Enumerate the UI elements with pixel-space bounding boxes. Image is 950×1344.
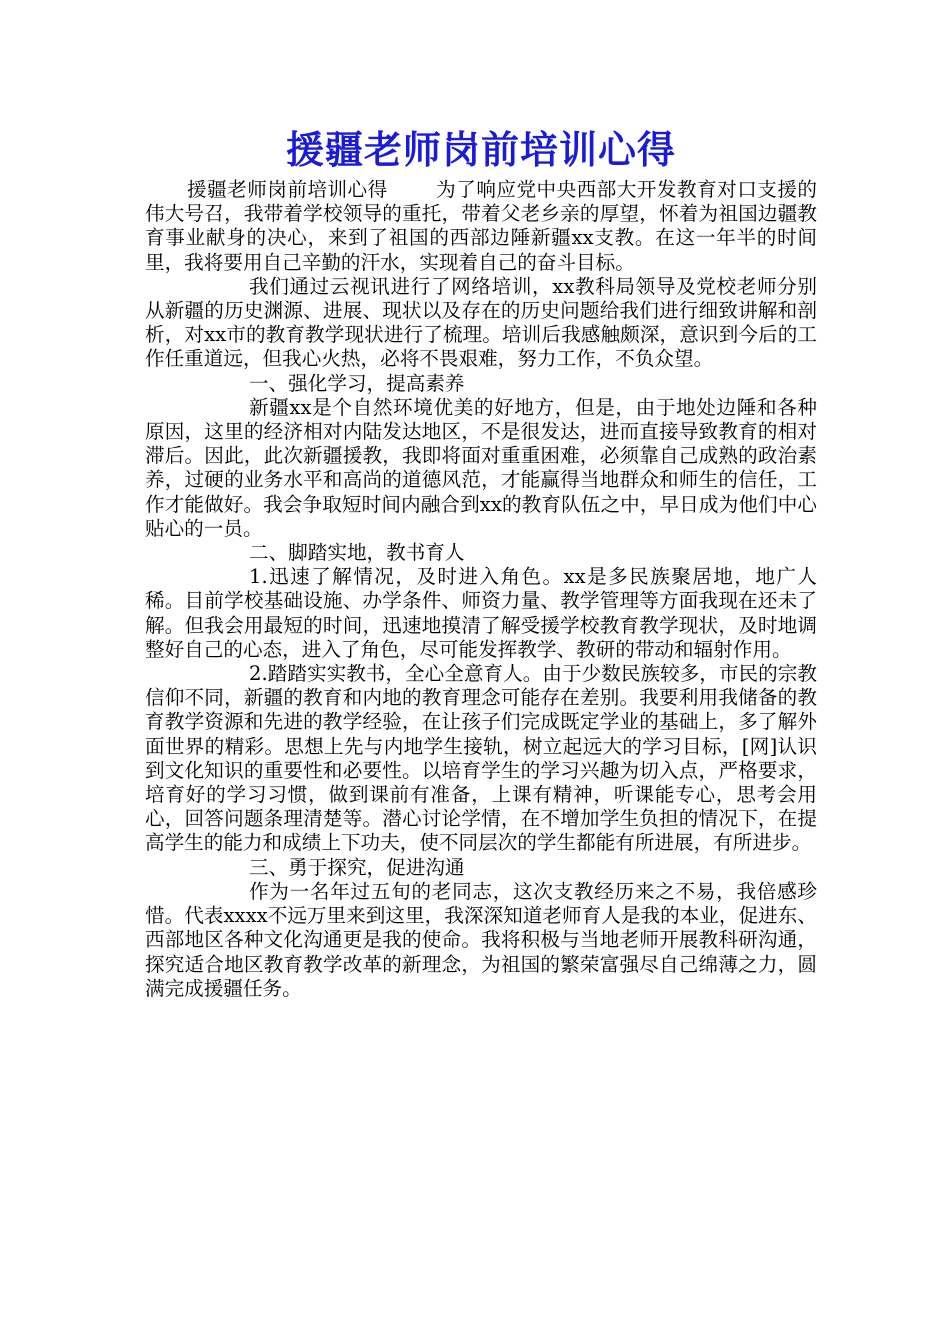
training-paragraph: 我们通过云视讯进行了网络培训，xx教科局领导及党校老师分别从新疆的历史渊源、进展、现状以及存在的历史问题给我们进行细致讲解和剖析，对xx市的教育教学现状进行了梳理。培训后我感触颇深，意识到今后的工作任重道远，但我心火热，必将不畏艰难，努力工作，不负众望。 [145,274,817,371]
section-2-item-2: 2.踏踏实实教书，全心全意育人。由于少数民族较多，市民的宗教信仰不同，新疆的教育和内地的教育理念可能存在差别。我要利用我储备的教育教学资源和先进的教学经验，在让孩子们完成既定学业的基础上，多了解外面世界的精彩。思想上先与内地学生接轨，树立起远大的学习目标，[网]认识到文化知识的重要性和必要性。以培育学生的学习兴趣为切入点，严格要求，培育好的学习习惯，做到课前有准备，上课有精神，听课能专心，思考会用心，回答问题条理清楚等。潜心讨论学情，在不增加学生负担的情况下，在提高学生的能力和成绩上下功夫，使不同层次的学生都能有所进展，有所进步。 [145,662,817,855]
lead-label: 援疆老师岗前培训心得 [187,178,388,201]
section-2-heading: 二、脚踏实地，教书育人 [249,541,465,565]
document-title: 援疆老师岗前培训心得 [285,128,676,172]
document-page [145,122,817,1001]
section-3-heading: 三、勇于探究，促进沟通 [249,855,465,879]
section-1-heading: 一、强化学习，提高素养 [249,371,465,395]
intro-text: 为了响应党中央西部大开发教育对口支援的伟大号召，我带着学校领导的重托，带着父老乡亲的厚望，怀着为祖国边疆教育事业献身的决心，来到了祖国的西部边陲新疆xx支教。在这一年半的时间里，我将要用自己辛勤的汗水，实现着自己的奋斗目标。 [145,178,818,274]
intro-paragraph [145,178,817,275]
section-2-item-1: 1.迅速了解情况，及时进入角色。xx是多民族聚居地，地广人稀。目前学校基础设施、办学条件、师资力量、教学管理等方面我现在还未了解。但我会用最短的时间，迅速地摸清了解受援学校教育教学现状，及时地调整好自己的心态，进入了角色，尽可能发挥教学、教研的带动和辐射作用。 [145,565,817,661]
section-1-body: 新疆xx是个自然环境优美的好地方，但是，由于地处边陲和各种原因，这里的经济相对内陆发达地区，不是很发达，进而直接导致教育的相对滞后。因此，此次新疆援教，我即将面对重重困难，必须靠自己成熟的政治素养，过硬的业务水平和高尚的道德风范，才能赢得当地群众和师生的信任，工作才能做好。我会争取短时间内融合到xx的教育队伍之中，早日成为他们中心贴心的一员。 [145,395,817,540]
section-3-body: 作为一名年过五旬的老同志，这次支教经历来之不易，我倍感珍惜。代表xxxx不远万里来到这里，我深深知道老师育人是我的本业，促进东、西部地区各种文化沟通更是我的使命。我将积极与当地老师开展教科研沟通，探究适合地区教育教学改革的新理念，为祖国的繁荣富强尽自己绵薄之力，圆满完成援疆任务。 [145,879,817,1000]
